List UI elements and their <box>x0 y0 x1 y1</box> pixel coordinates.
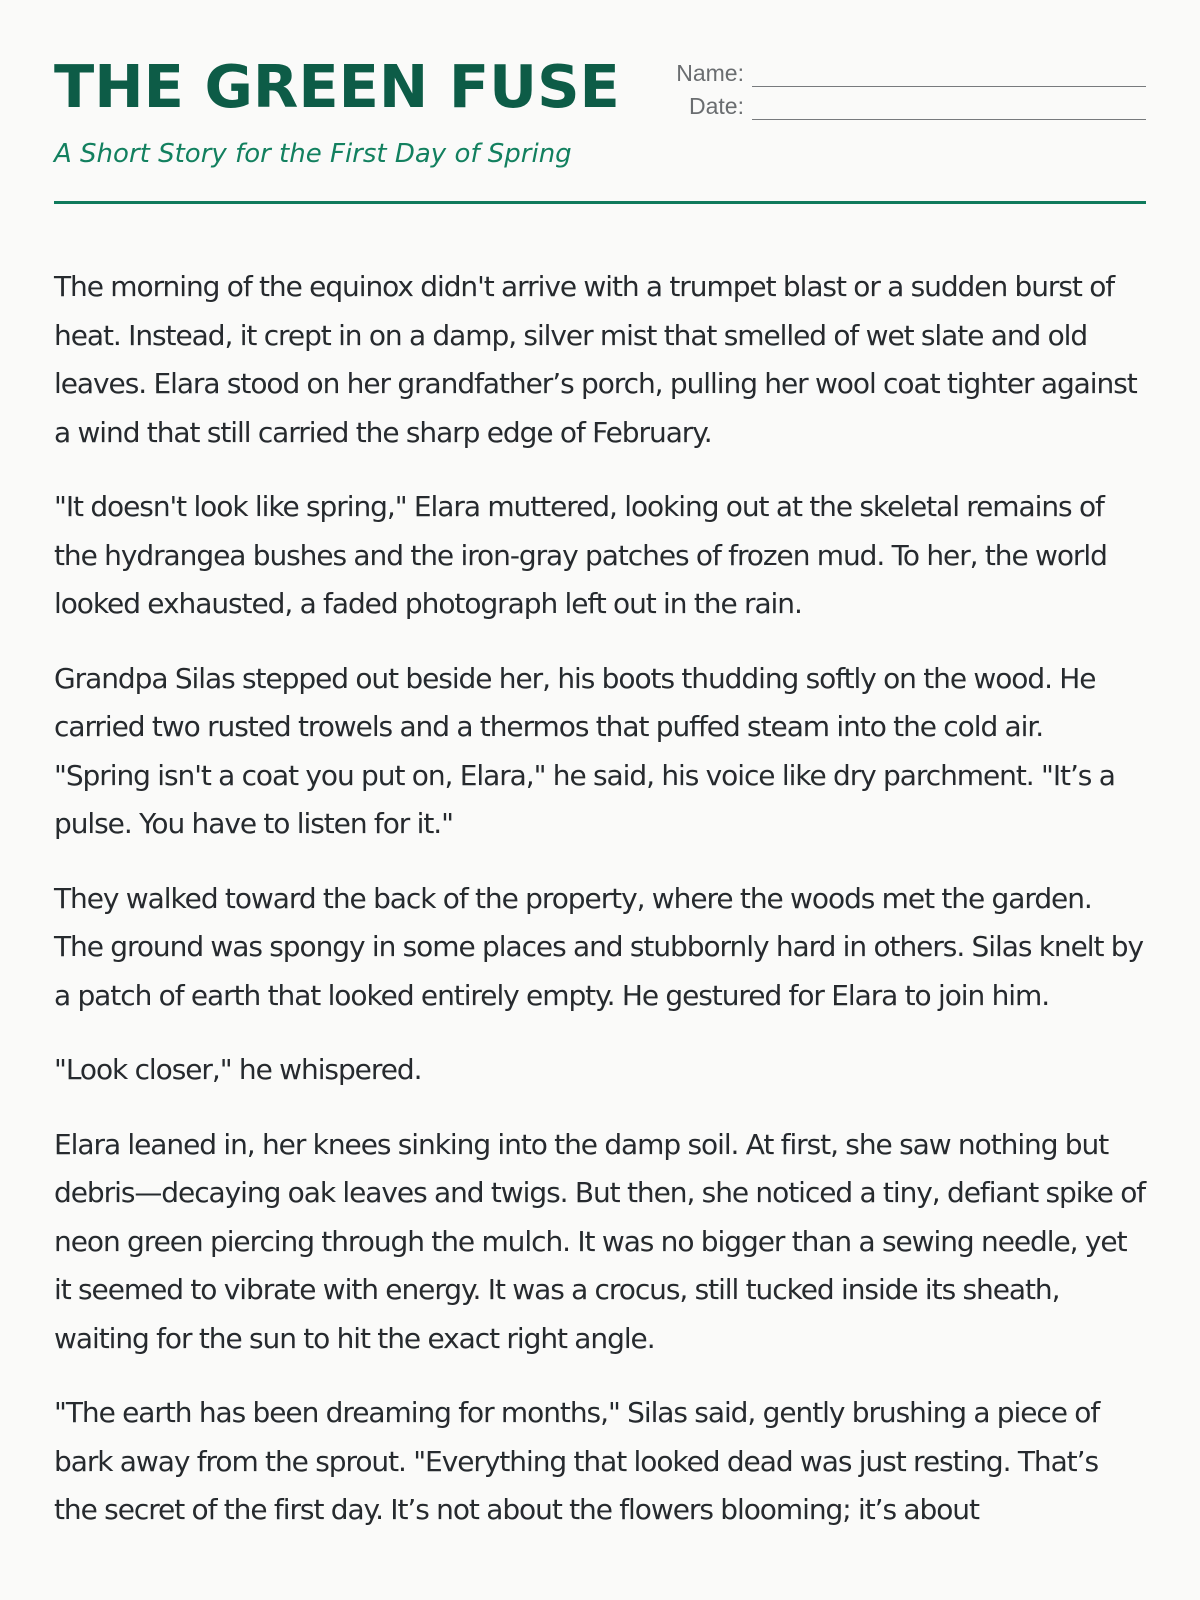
story-body <box>54 204 1146 1535</box>
name-blank-line[interactable] <box>752 63 1146 87</box>
story-paragraph: They walked toward the back of the property, where the woods met the garden. The ground was spongy in some places and stubbornly hard in others. Silas knelt by a patch of earth that looked entirely empty. He gestured for Elara to join him. <box>54 881 1143 1012</box>
story-paragraph: The morning of the equinox didn't arrive with a trumpet blast or a sudden burst of heat. Instead, it crept in on a damp, silver mist that smelled of wet slate and old leaves. Elara stood on her grandfather’s porch, pulling her wool coat tighter against a wind that still carried the sharp edge of February. <box>54 270 1137 449</box>
date-field <box>632 87 1146 120</box>
story-paragraph: Grandpa Silas stepped out beside her, his boots thudding softly on the wood. He carried two rusted trowels and a thermos that puffed steam into the cold air. "Spring isn't a coat you put on, Elara," he said, his voice like dry parchment. "It’s a pulse. You have to listen for it." <box>54 661 1115 840</box>
story-subtitle: A Short Story for the First Day of Spring <box>54 139 572 169</box>
date-blank-line[interactable] <box>752 96 1146 120</box>
story-paragraph: Elara leaned in, her knees sinking into the damp soil. At first, she saw nothing but debris—decaying oak leaves and twigs. But then, she noticed a tiny, defiant spike of neon green piercing through the mulch. It was no bigger than a sewing needle, yet it seemed to vibrate with energy. It was a crocus, still tucked inside its sheath, waiting for the sun to hit the exact right angle. <box>54 1127 1146 1355</box>
name-field <box>632 54 1146 87</box>
date-label: Date: <box>689 93 744 119</box>
student-info-fields <box>632 54 1146 120</box>
story-paragraph: "It doesn't look like spring," Elara muttered, looking out at the skeletal remains of the hydrangea bushes and the iron-gray patches of frozen mud. To her, the world looked exhausted, a faded photograph left out in the rain. <box>54 490 1107 620</box>
worksheet-header <box>54 0 1146 204</box>
story-paragraph: "The earth has been dreaming for months," Silas said, gently brushing a piece of bark away from the sprout. "Everything that looked dead was just resting. That’s the secret of the first day. It’s not about the flowers blooming; it’s about <box>54 1396 1100 1526</box>
story-paragraph: "Look closer," he whispered. <box>54 1053 422 1086</box>
story-title: THE GREEN FUSE <box>54 52 620 121</box>
name-label: Name: <box>676 60 744 86</box>
